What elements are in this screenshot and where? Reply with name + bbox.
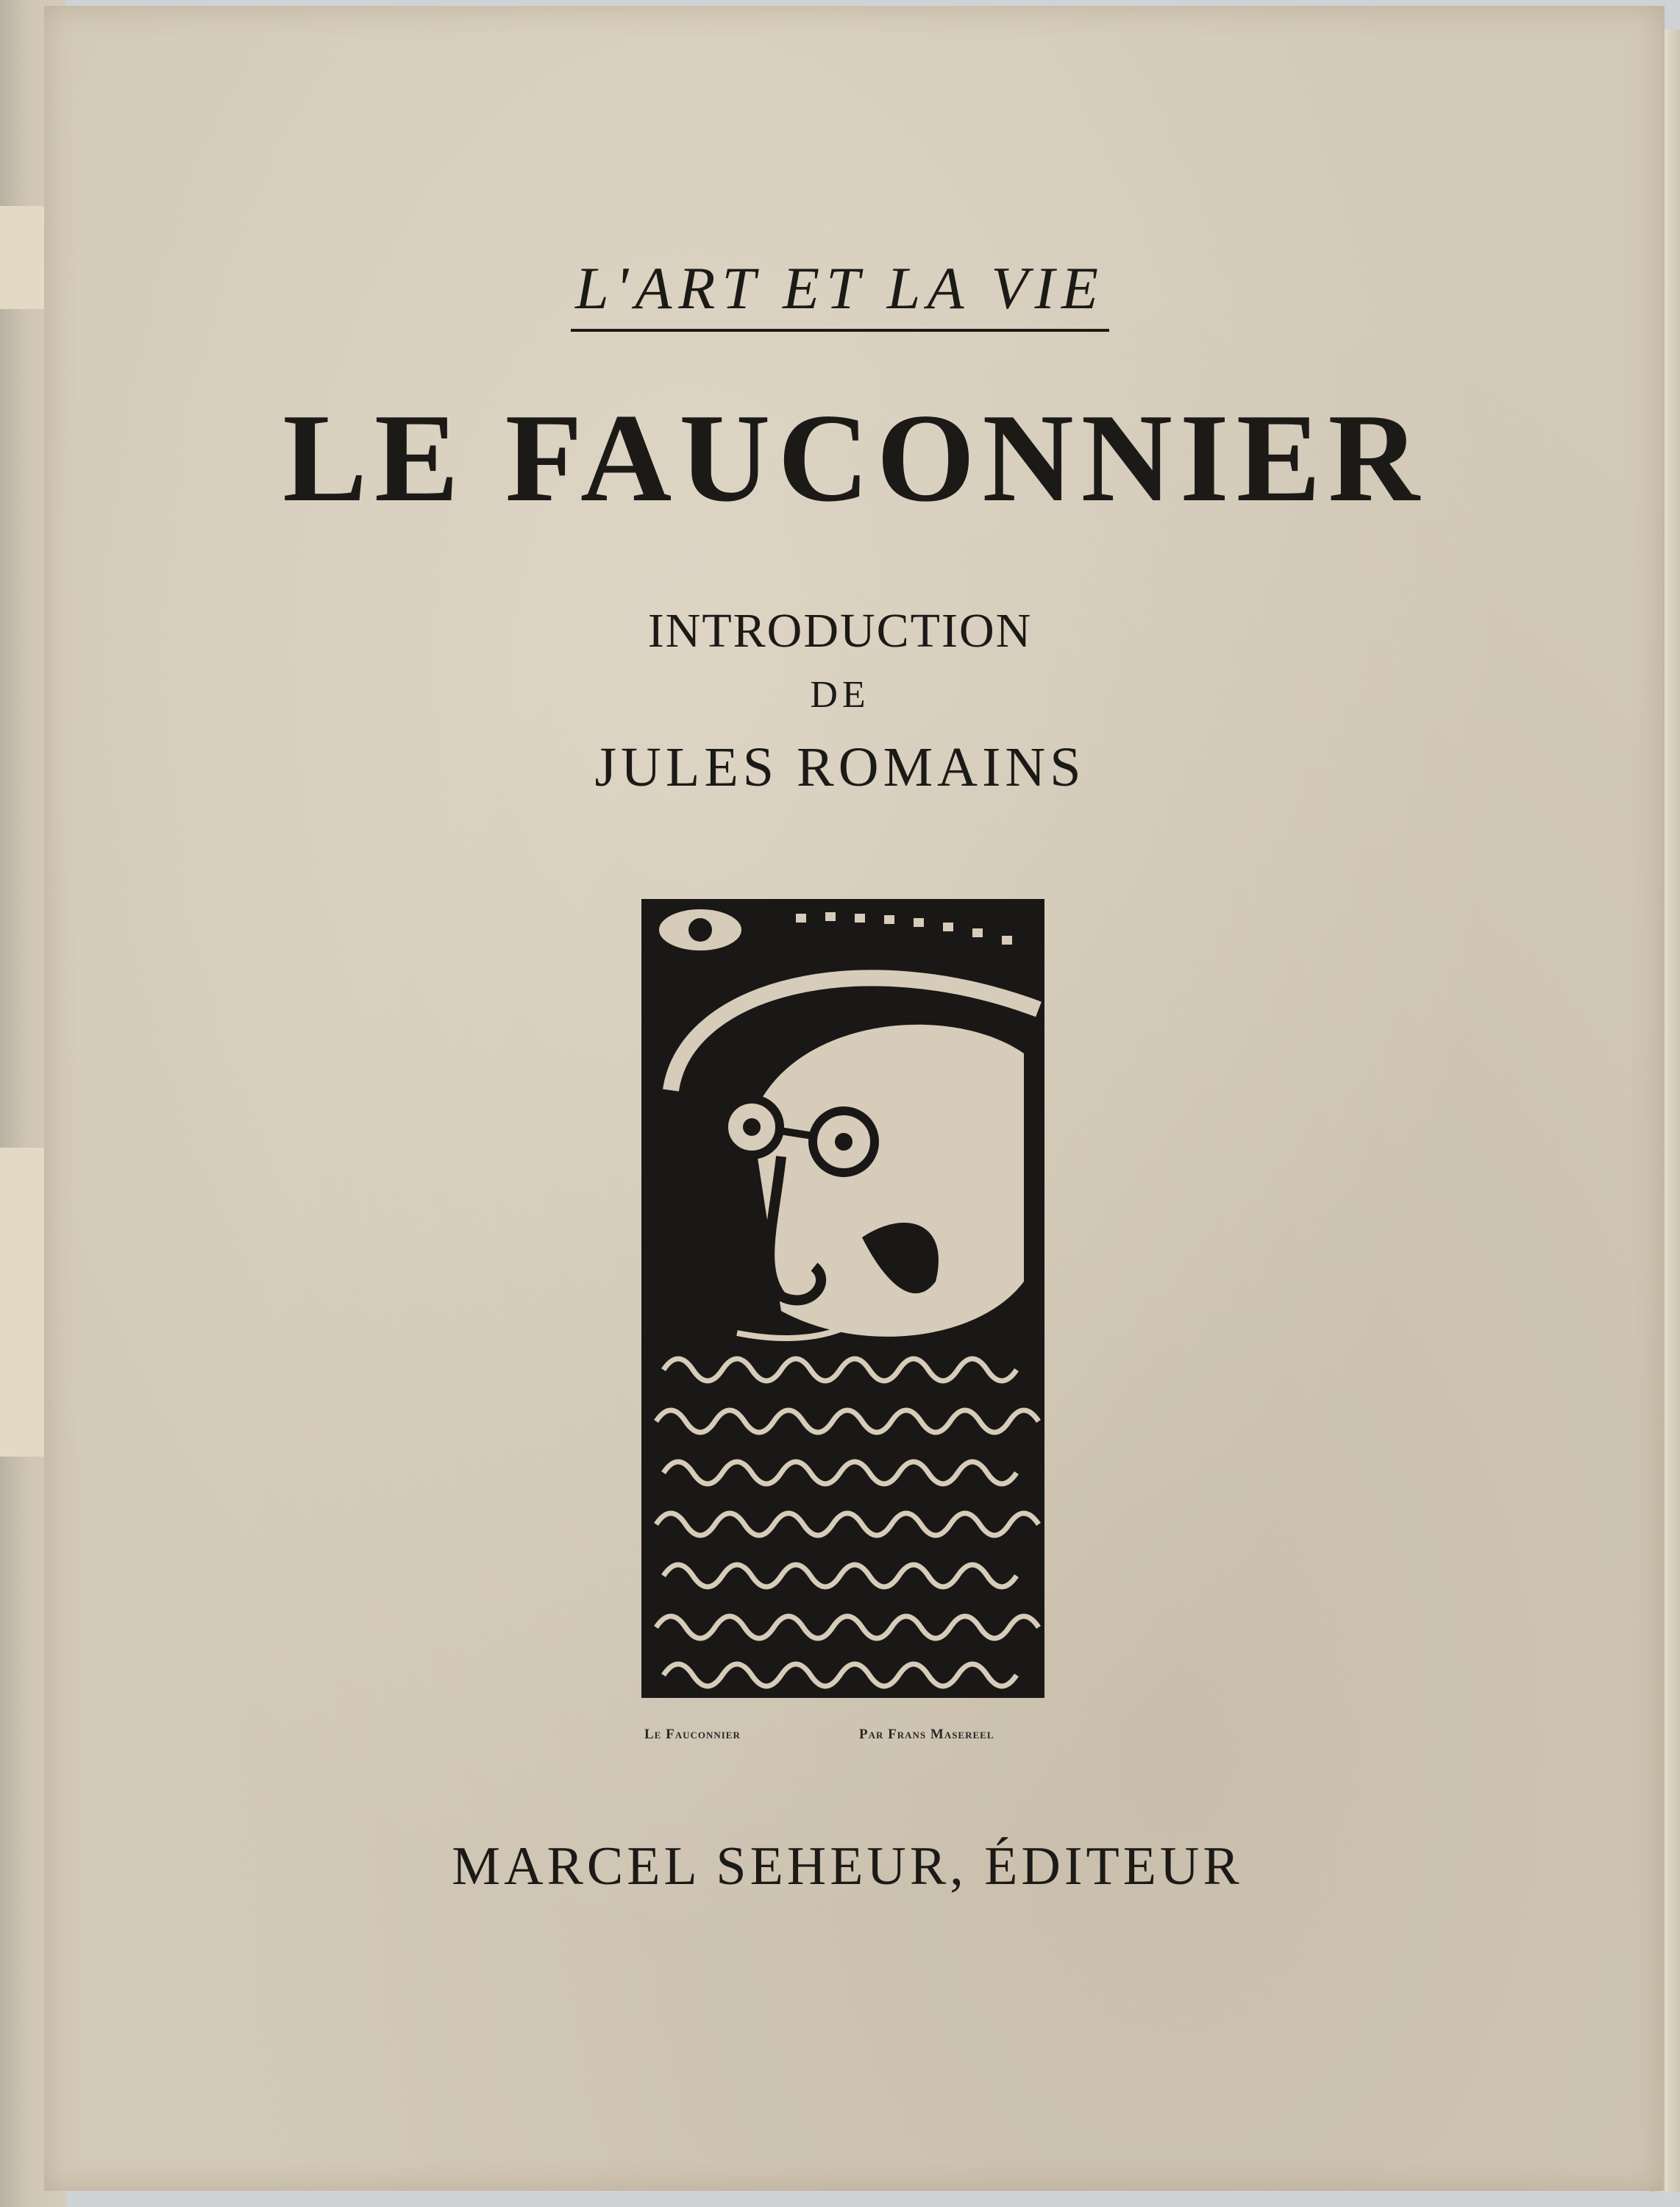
- introduction-line: INTRODUCTION: [647, 604, 1033, 658]
- woodcut-caption-artist: Par Frans Masereel: [859, 1727, 994, 1742]
- publisher-line: MARCEL SEHEUR, ÉDITEUR: [452, 1836, 1243, 1897]
- woodcut-portrait-icon: [641, 899, 1044, 1698]
- woodcut-caption-subject: Le Fauconnier: [644, 1727, 741, 1742]
- book-title: LE FAUCONNIER: [282, 388, 1427, 528]
- author-name: JULES ROMAINS: [594, 736, 1086, 798]
- series-title: L'ART ET LA VIE: [0, 254, 1680, 332]
- de-line: DE: [810, 674, 870, 716]
